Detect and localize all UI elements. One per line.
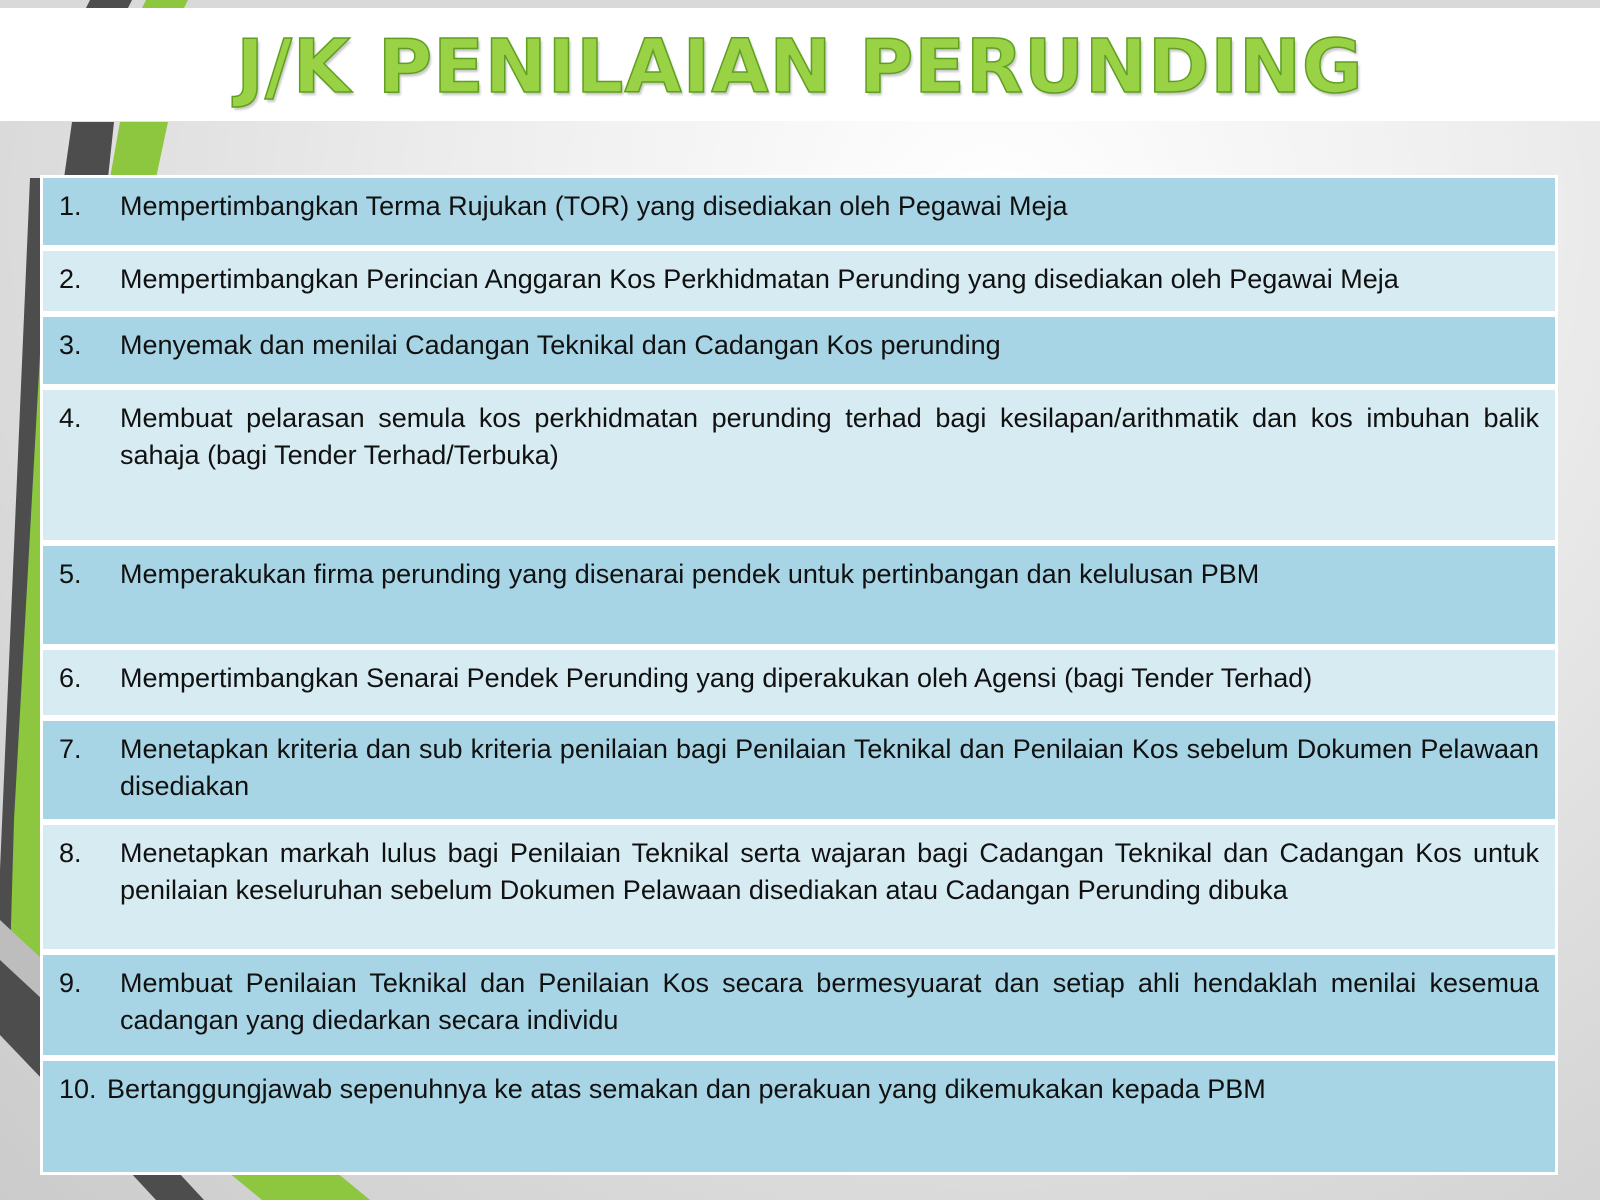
item-text: Memperakukan firma perunding yang disenarai pendek untuk pertinbangan dan kelulusan PBM [120,559,1260,589]
stripe-upper-dark [64,122,114,178]
stripe-upper-green [110,122,168,178]
list-item [43,1061,1555,1172]
item-number: 7. [59,734,82,764]
item-text: Mempertimbangkan Senarai Pendek Perunding yang diperakukan oleh Agensi (bagi Tender Terhad) [120,663,1313,693]
item-number: 6. [59,663,82,693]
stripe-top-dark [86,0,132,8]
item-text: Membuat Penilaian Teknikal dan Penilaian Kos secara bermesyuarat dan setiap ahli hendaklah menilai kesemua cadangan yang diedarkan secara individu [120,968,1539,1035]
item-text: Mempertimbangkan Perincian Anggaran Kos Perkhidmatan Perunding yang disediakan oleh Pegawai Meja [120,264,1399,294]
list-item [43,251,1555,311]
item-text: Menyemak dan menilai Cadangan Teknikal dan Cadangan Kos perunding [120,330,1001,360]
list-item [43,546,1555,644]
stripe-top-green [142,0,188,8]
item-number: 2. [59,264,82,294]
stripe-bottom-green [228,1172,370,1200]
duties-table [43,178,1555,1172]
item-text: Menetapkan markah lulus bagi Penilaian Teknikal serta wajaran bagi Cadangan Teknikal dan Cadangan Kos untuk penilaian keseluruhan sebelum Dokumen Pelawaan disediakan atau Cadangan Perunding dibuka [120,838,1539,905]
item-text: Menetapkan kriteria dan sub kriteria penilaian bagi Penilaian Teknikal dan Penilaian Kos sebelum Dokumen Pelawaan disediakan [120,734,1539,801]
item-number: 1. [59,191,82,221]
list-item [43,721,1555,819]
item-number: 8. [59,838,82,868]
list-item [43,317,1555,384]
item-number: 10. [59,1074,97,1104]
item-text: Bertanggungjawab sepenuhnya ke atas semakan dan perakuan yang dikemukakan kepada PBM [107,1074,1266,1104]
stripe-bottom-dark [130,1172,204,1200]
item-number: 4. [59,403,82,433]
list-item [43,390,1555,540]
list-item [43,178,1555,245]
item-text: Mempertimbangkan Terma Rujukan (TOR) yang disediakan oleh Pegawai Meja [120,191,1068,221]
item-number: 9. [59,968,82,998]
slide-title: J/K PENILAIAN PERUNDING [236,24,1364,110]
item-number: 5. [59,559,82,589]
item-number: 3. [59,330,82,360]
item-text: Membuat pelarasan semula kos perkhidmatan perunding terhad bagi kesilapan/arithmatik dan kos imbuhan balik sahaja (bagi Tender Terhad/Terbuka) [120,403,1539,470]
list-item [43,955,1555,1055]
list-item [43,825,1555,949]
list-item [43,650,1555,715]
